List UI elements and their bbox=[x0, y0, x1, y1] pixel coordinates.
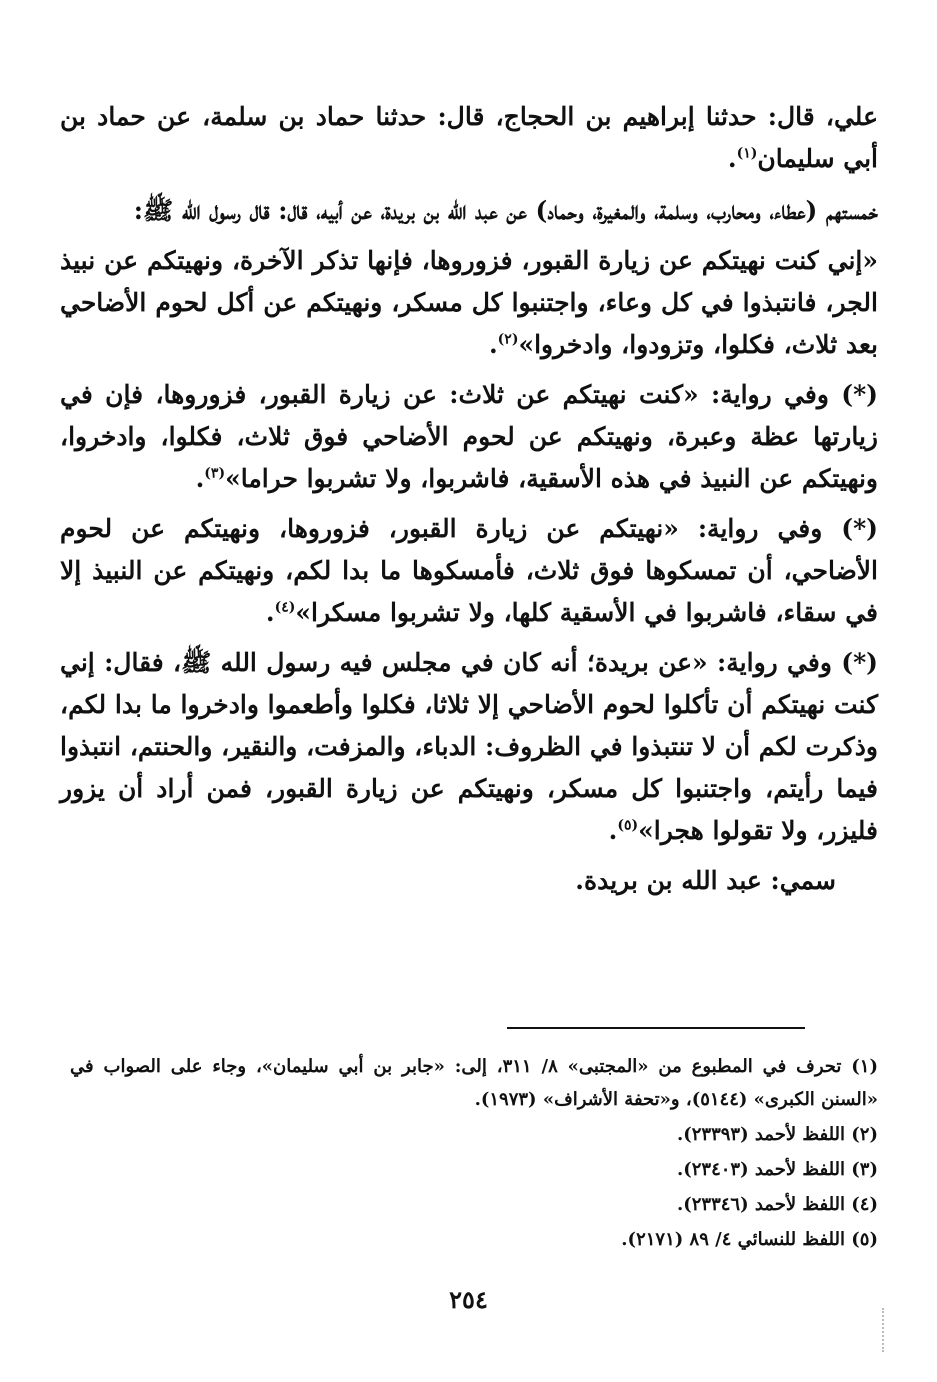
narration-variant-label: (*) وفي رواية: bbox=[710, 380, 878, 409]
page-number: ٢٥٤ bbox=[449, 1285, 488, 1314]
hadith-main-paragraph bbox=[60, 240, 878, 366]
footnote-4: (٤) اللفظ لأحمد (٢٣٣٤٦). bbox=[676, 1194, 878, 1215]
footnote-2: (٢) اللفظ لأحمد (٢٣٣٩٣). bbox=[676, 1124, 878, 1145]
footnote-1: (١) تحرف في المطبوع من «المجتبى» ٨/ ٣١١، إلى: «جابر بن أبي سليمان»، وجاء على الصواب في «السنن الكبرى» (٥١٤٤)، و«تحفة الأشراف» (١٩٧٣). bbox=[70, 1056, 878, 1110]
footnote-3: (٣) اللفظ لأحمد (٢٣٤٠٣). bbox=[676, 1159, 878, 1180]
narration-variant-text: «كنت نهيتكم عن ثلاث: عن زيارة القبور، فزوروها، فإن في زيارتها عظة وعبرة، ونهيتكم عن لحوم الأضاحي فوق ثلاث، فكلوا، وادخروا، ونهيتكم عن النبيذ في هذه الأسقية، فاشربوا، ولا تشربوا حراما» bbox=[60, 380, 878, 493]
footnote-divider bbox=[507, 1027, 805, 1029]
isnad-paragraph bbox=[60, 96, 878, 180]
paragraph-end: . bbox=[608, 816, 618, 845]
footnote-ref-5[interactable]: (٥) bbox=[617, 817, 639, 834]
paragraph-end: . bbox=[195, 464, 205, 493]
footnote-ref-2[interactable]: (٢) bbox=[497, 331, 519, 348]
isnad-text: علي، قال: حدثنا إبراهيم بن الحجاج، قال: حدثنا حماد بن سلمة، عن حماد بن أبي سليمان bbox=[60, 102, 878, 173]
narration-variant-paragraph bbox=[60, 642, 878, 852]
narration-variant-text: «عن بريدة؛ أنه كان في مجلس فيه رسول الله ﷺ، فقال: إني كنت نهيتكم أن تأكلوا لحوم الأضاحي إلا ثلاثا، فكلوا وأطعموا وادخروا ما بدا لكم، وذكرت لكم أن لا تنتبذوا في الظروف: الدباء، والمزفت، والنقير، والحنتم، انتبذوا فيما رأيتم، واجتنبوا كل مسكر، ونهيتكم عن زيارة القبور، فمن أراد أن يزور فليزر، ولا تقولوا هجرا» bbox=[60, 648, 878, 845]
narration-variant-label: (*) وفي رواية: bbox=[697, 514, 878, 543]
paragraph-end: . bbox=[727, 144, 737, 173]
narration-variant-label: (*) وفي رواية: bbox=[717, 648, 878, 677]
main-text-block bbox=[60, 96, 878, 910]
narration-variant-text: «نهيتكم عن زيارة القبور، فزوروها، ونهيتكم عن لحوم الأضاحي، أن تمسكوها فوق ثلاث، فأمسكوها ما بدا لكم، ونهيتكم عن النبيذ إلا في سقاء، فاشربوا في الأسقية كلها، ولا تشربوا مسكرا» bbox=[60, 514, 878, 627]
narration-variant-paragraph bbox=[60, 508, 878, 634]
paragraph-end: . bbox=[265, 598, 275, 627]
footnote-ref-4[interactable]: (٤) bbox=[274, 599, 296, 616]
narrator-name-note: سمي: عبد الله بن بريدة. bbox=[575, 866, 836, 895]
footnote-5: (٥) اللفظ للنسائي ٤/ ٨٩ (٢١٧١). bbox=[621, 1229, 878, 1250]
narration-variant-paragraph bbox=[60, 374, 878, 500]
chain-summary-paragraph bbox=[60, 190, 878, 232]
footnotes-section bbox=[70, 1050, 878, 1258]
hadith-main-text: «إني كنت نهيتكم عن زيارة القبور، فزوروها، فإنها تذكر الآخرة، ونهيتكم عن نبيذ الجر، فانتبذوا في كل وعاء، واجتنبوا كل مسكر، ونهيتكم عن أكل لحوم الأضاحي بعد ثلاث، فكلوا، وتزودوا، وادخروا» bbox=[60, 246, 878, 359]
footnote-ref-1[interactable]: (١) bbox=[736, 145, 758, 162]
paragraph-end: . bbox=[488, 330, 498, 359]
scan-margin-marks bbox=[876, 1308, 884, 1352]
chain-summary-text: خمستهم (عطاء، ومحارب، وسلمة، والمغيرة، وحماد) عن عبد الله بن بريدة، عن أبيه، قال: قال رسول الله ﷺ: bbox=[133, 196, 878, 225]
footnote-ref-3[interactable]: (٣) bbox=[204, 465, 226, 482]
